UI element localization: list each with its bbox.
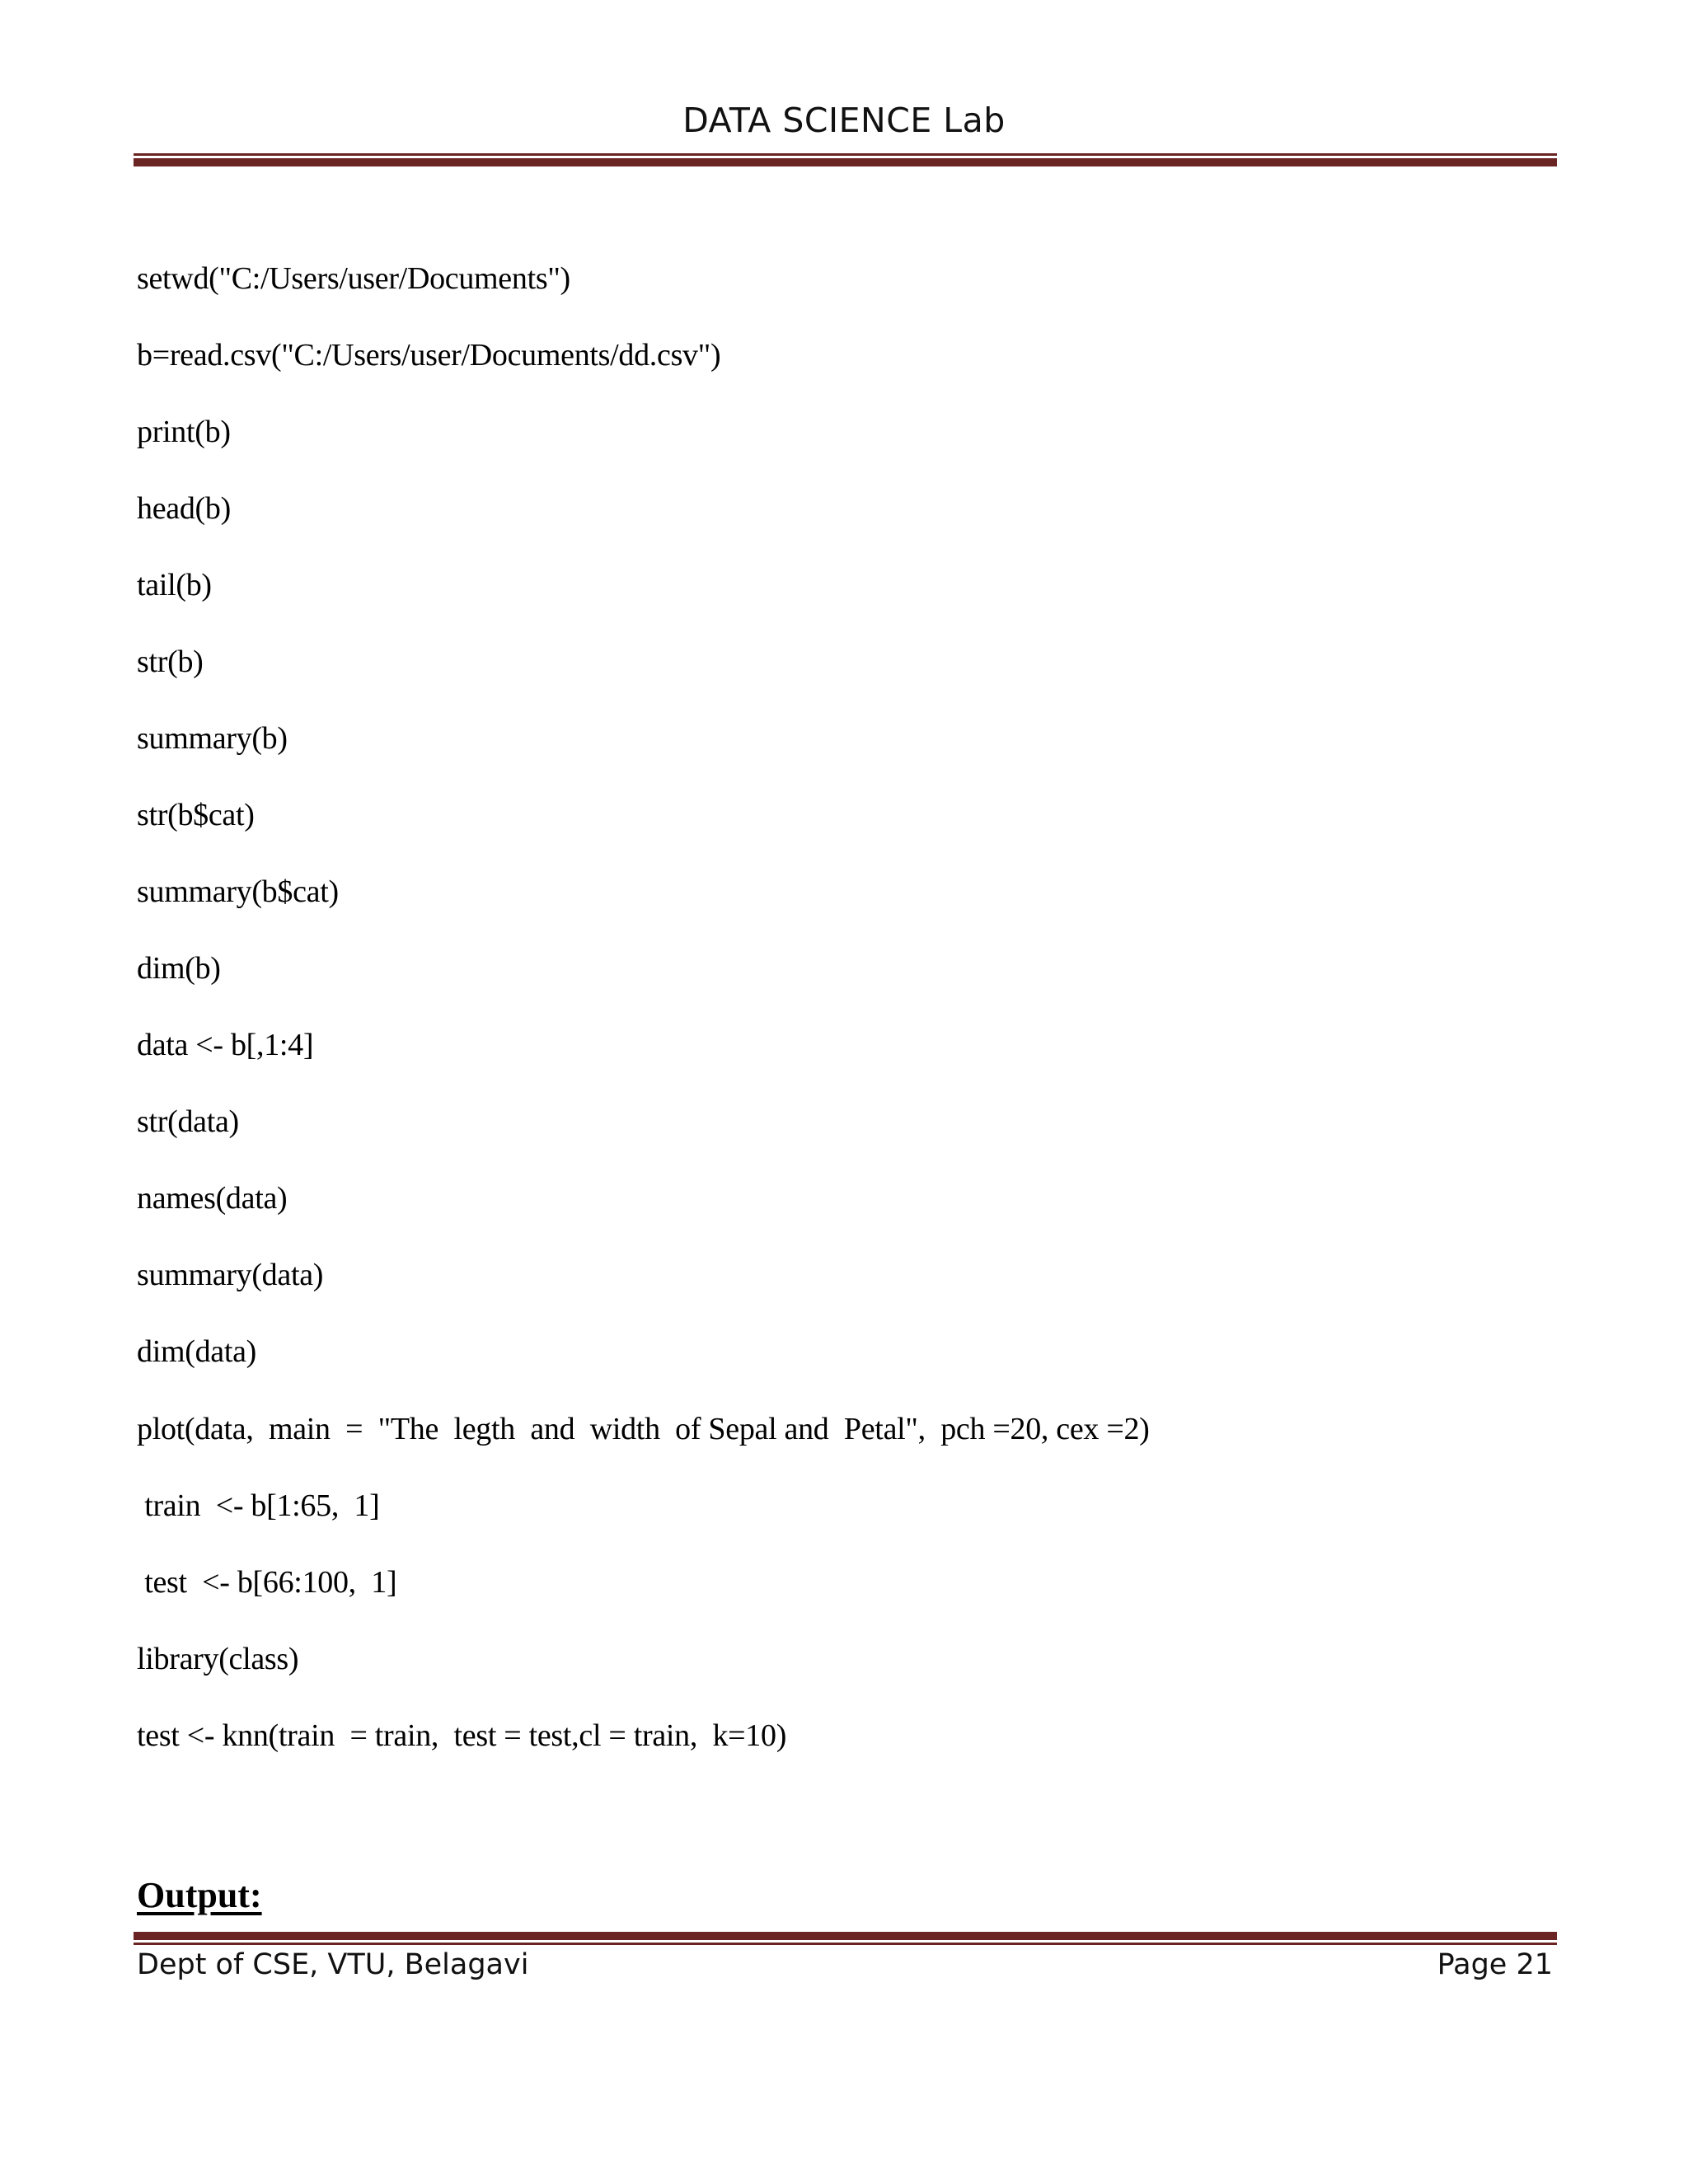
code-line: print(b) xyxy=(137,415,231,449)
code-line: test <- b[66:100, 1] xyxy=(137,1565,397,1600)
code-line: dim(b) xyxy=(137,951,221,986)
footer-page-number: Page 21 xyxy=(1437,1948,1553,1981)
code-line: plot(data, main = "The legth and width of Sepal and Petal", pch =20, cex =2) xyxy=(137,1412,1150,1446)
code-line: test <- knn(train = train, test = test,cl = train, k=10) xyxy=(137,1718,787,1753)
code-line: summary(data) xyxy=(137,1258,324,1292)
code-line: dim(data) xyxy=(137,1334,257,1369)
code-line: summary(b) xyxy=(137,721,288,756)
code-line: data <- b[,1:4] xyxy=(137,1028,314,1062)
code-line: train <- b[1:65, 1] xyxy=(137,1488,380,1523)
code-line: head(b) xyxy=(137,491,231,526)
code-line: str(b) xyxy=(137,644,204,679)
output-heading: Output: xyxy=(137,1875,262,1915)
footer-department: Dept of CSE, VTU, Belagavi xyxy=(137,1948,529,1981)
code-line: names(data) xyxy=(137,1181,288,1216)
code-line: tail(b) xyxy=(137,568,212,602)
code-line: str(b$cat) xyxy=(137,798,255,832)
page-header-title: DATA SCIENCE Lab xyxy=(682,101,1006,140)
code-line: b=read.csv("C:/Users/user/Documents/dd.csv") xyxy=(137,338,721,373)
header-rule-thick xyxy=(134,158,1557,166)
code-line: setwd("C:/Users/user/Documents") xyxy=(137,261,570,296)
footer-rule-thin xyxy=(134,1943,1557,1945)
code-line: summary(b$cat) xyxy=(137,874,339,909)
code-line: library(class) xyxy=(137,1642,299,1676)
footer-rule-thick xyxy=(134,1932,1557,1940)
header-rule-thin xyxy=(134,153,1557,156)
code-line: str(data) xyxy=(137,1104,239,1139)
